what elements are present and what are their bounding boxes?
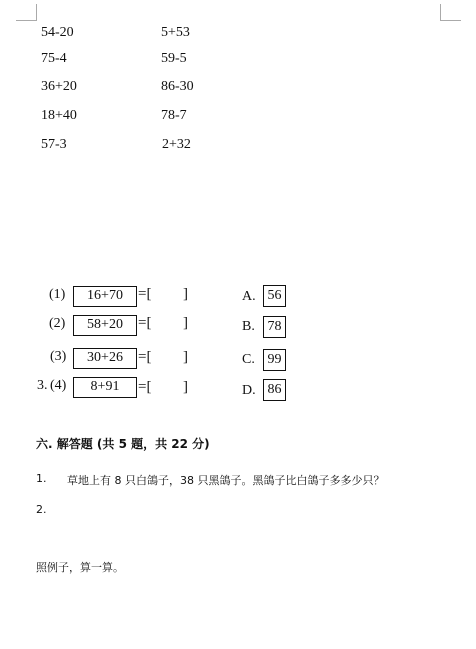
problem-expression-box: 58+20 bbox=[73, 315, 137, 336]
close-bracket: ] bbox=[183, 349, 188, 365]
calc-item: 36+20 bbox=[41, 79, 77, 94]
question-text: 草地上有 8 只白鴿子，38 只黑鴿子。黑鴿子比白鴿子多多少只？ bbox=[67, 474, 385, 487]
problem-label: (3) bbox=[50, 349, 67, 364]
close-bracket: ] bbox=[183, 315, 188, 331]
equals-bracket: =[ bbox=[138, 349, 152, 365]
equals-bracket: =[ bbox=[138, 286, 152, 302]
problem-label: (2) bbox=[49, 316, 66, 331]
question-number: 1. bbox=[36, 472, 47, 485]
close-bracket: ] bbox=[183, 286, 188, 302]
section-title: 六. 解答題 (共 5 題，共 22 分) bbox=[36, 437, 210, 451]
option-label: A. bbox=[242, 289, 256, 304]
problem-label: (1) bbox=[49, 287, 66, 302]
problem-label: (4) bbox=[50, 378, 67, 393]
problem-expression-box: 16+70 bbox=[73, 286, 137, 307]
question-number: 3. bbox=[37, 378, 48, 393]
instruction-text: 照例子，算一算。 bbox=[36, 561, 124, 574]
option-label: B. bbox=[242, 319, 255, 334]
calc-item: 2+32 bbox=[162, 137, 191, 152]
page-corner-mark-left bbox=[16, 4, 37, 21]
calc-item: 78-7 bbox=[161, 108, 187, 123]
equals-bracket: =[ bbox=[138, 315, 152, 331]
close-bracket: ] bbox=[183, 379, 188, 395]
question-number: 2. bbox=[36, 503, 47, 516]
calc-item: 5+53 bbox=[161, 25, 190, 40]
problem-expression-box: 30+26 bbox=[73, 348, 137, 369]
option-label: D. bbox=[242, 383, 256, 398]
option-value-box: 86 bbox=[263, 379, 286, 401]
calc-item: 86-30 bbox=[161, 79, 194, 94]
option-value-box: 56 bbox=[263, 285, 286, 307]
calc-item: 75-4 bbox=[41, 51, 67, 66]
calc-item: 57-3 bbox=[41, 137, 67, 152]
calc-item: 54-20 bbox=[41, 25, 74, 40]
calc-item: 59-5 bbox=[161, 51, 187, 66]
page-corner-mark-right bbox=[440, 4, 461, 21]
equals-bracket: =[ bbox=[138, 379, 152, 395]
option-value-box: 99 bbox=[263, 349, 286, 371]
calc-item: 18+40 bbox=[41, 108, 77, 123]
option-value-box: 78 bbox=[263, 316, 286, 338]
problem-expression-box: 8+91 bbox=[73, 377, 137, 398]
option-label: C. bbox=[242, 352, 255, 367]
